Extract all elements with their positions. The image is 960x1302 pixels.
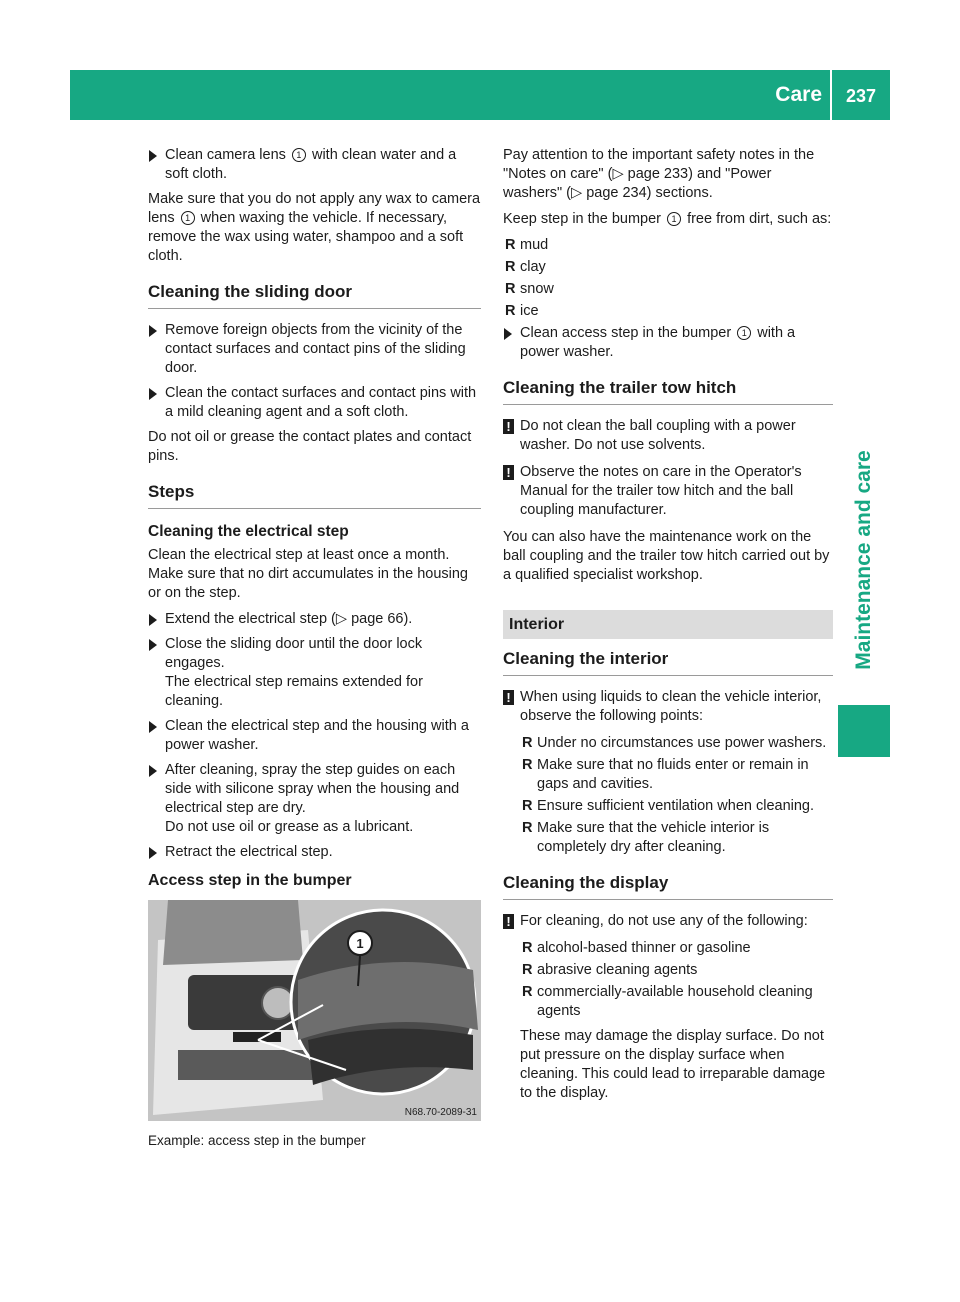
photo-caption: Example: access step in the bumper bbox=[148, 1133, 366, 1148]
page-number: 237 bbox=[845, 86, 877, 106]
warning-icon: ! bbox=[503, 419, 514, 434]
instruction-step: Clean the electrical step and the housing with a power washer. bbox=[148, 717, 481, 755]
warning-icon: ! bbox=[503, 690, 514, 705]
sliding-door-note: Do not oil or grease the contact plates and contact pins. bbox=[148, 429, 472, 464]
step-arrow-icon bbox=[149, 150, 157, 162]
warning-icon: ! bbox=[503, 465, 514, 480]
list-item: R commercially-available household cleaning agents bbox=[522, 984, 813, 1019]
list-item: R mud bbox=[505, 237, 549, 253]
instruction-step: Remove foreign objects from the vicinity of the contact surfaces and contact pins of the sliding door. bbox=[148, 321, 481, 378]
step-arrow-icon bbox=[149, 847, 157, 859]
step-arrow-icon bbox=[149, 614, 157, 626]
warning-note: ! When using liquids to clean the vehicle interior, observe the following points: bbox=[503, 688, 833, 726]
tow-hitch-heading: Cleaning the trailer tow hitch bbox=[503, 378, 833, 405]
warning-note: ! For cleaning, do not use any of the following: bbox=[503, 912, 833, 931]
instruction-step: Clean camera lens 1 with clean water and a soft cloth. bbox=[148, 146, 481, 184]
bullet-icon: R bbox=[505, 237, 516, 253]
image-code: N68.70-2089-31 bbox=[404, 1107, 477, 1118]
list-item: R clay bbox=[505, 259, 546, 275]
left-column bbox=[148, 146, 481, 1148]
instruction-step: Clean the contact surfaces and contact pins with a mild cleaning agent and a soft cloth. bbox=[148, 384, 481, 422]
list-item: R ice bbox=[505, 303, 539, 319]
warning-note: ! Do not clean the ball coupling with a power washer. Do not use solvents. bbox=[503, 417, 833, 455]
interior-heading: Cleaning the interior bbox=[503, 649, 833, 676]
electrical-step-note: Clean the electrical step at least once a month. Make sure that no dirt accumulates in the housing or on the step. bbox=[148, 547, 468, 601]
bullet-icon: R bbox=[522, 757, 533, 773]
page-ref-icon: ▷ bbox=[335, 611, 348, 627]
instruction-step: After cleaning, spray the step guides on each side with silicone spray when the housing and electrical step are dry. Do not use oil or grease as a lubricant. bbox=[148, 761, 481, 837]
list-item: R alcohol-based thinner or gasoline bbox=[522, 940, 751, 956]
instruction-step: Clean access step in the bumper 1 with a power washer. bbox=[503, 324, 833, 362]
keep-clean-note: Keep step in the bumper 1 free from dirt, such as: bbox=[503, 211, 832, 227]
warning-note: ! Observe the notes on care in the Operator's Manual for the trailer tow hitch and the ball coupling manufacturer. bbox=[503, 463, 833, 520]
electrical-step-heading: Cleaning the electrical step bbox=[148, 523, 349, 540]
bullet-icon: R bbox=[505, 259, 516, 275]
side-tab-marker bbox=[838, 705, 890, 757]
instruction-step: Extend the electrical step (▷ page 66). bbox=[148, 610, 481, 629]
display-heading: Cleaning the display bbox=[503, 873, 833, 900]
instruction-step: Retract the electrical step. bbox=[148, 843, 481, 862]
bumper-step-heading: Access step in the bumper bbox=[148, 872, 352, 889]
step-arrow-icon bbox=[149, 325, 157, 337]
bumper-step-photo bbox=[148, 900, 481, 1121]
bullet-icon: R bbox=[505, 303, 516, 319]
page-ref-link[interactable]: page 233) and "Power washers" ( bbox=[503, 166, 772, 201]
step-arrow-icon bbox=[149, 721, 157, 733]
warning-icon: ! bbox=[503, 914, 514, 929]
safety-note: Pay attention to the important safety notes in the "Notes on care" (▷ page 233) and "Power washers" (▷ page 234) sections. bbox=[503, 147, 815, 201]
step-arrow-icon bbox=[149, 639, 157, 651]
side-tab-label: Maintenance and care bbox=[852, 450, 875, 670]
bullet-icon: R bbox=[522, 940, 533, 956]
photo-callout-1: 1 bbox=[356, 936, 364, 951]
page-ref-link[interactable]: page 66). bbox=[351, 611, 413, 627]
right-column bbox=[503, 146, 833, 1110]
bullet-icon: R bbox=[522, 962, 533, 978]
callout-1-icon: 1 bbox=[667, 212, 681, 226]
step-arrow-icon bbox=[504, 328, 512, 340]
tow-hitch-note: You can also have the maintenance work on the ball coupling and the trailer tow hitch carried out by a qualified specialist workshop. bbox=[503, 529, 830, 583]
list-item: R Ensure sufficient ventilation when cleaning. bbox=[522, 798, 815, 814]
step-arrow-icon bbox=[149, 388, 157, 400]
sliding-door-heading: Cleaning the sliding door bbox=[148, 282, 481, 309]
callout-1-icon: 1 bbox=[737, 326, 751, 340]
interior-points bbox=[503, 734, 833, 857]
van-front-illustration bbox=[148, 900, 481, 1121]
callout-1-icon: 1 bbox=[292, 148, 306, 162]
steps-heading: Steps bbox=[148, 482, 481, 509]
bullet-icon: R bbox=[522, 798, 533, 814]
bullet-icon: R bbox=[522, 984, 533, 1000]
list-item: R Make sure that the vehicle interior is completely dry after cleaning. bbox=[522, 820, 770, 855]
page-ref-icon: ▷ bbox=[612, 166, 624, 182]
list-item: R Make sure that no fluids enter or remain in gaps and cavities. bbox=[522, 757, 809, 792]
chapter-title: Care bbox=[775, 83, 822, 106]
display-note: These may damage the display surface. Do not put pressure on the display surface when cleaning. This could lead to irreparable damage to the display. bbox=[520, 1028, 826, 1101]
list-item: R Under no circumstances use power washers. bbox=[522, 735, 827, 751]
bullet-icon: R bbox=[522, 820, 533, 836]
header-divider bbox=[830, 70, 832, 120]
bullet-icon: R bbox=[505, 281, 516, 297]
page-ref-link[interactable]: page 234) sections. bbox=[586, 185, 713, 201]
list-item: R snow bbox=[505, 281, 554, 297]
display-points bbox=[503, 939, 833, 1021]
wax-note: Make sure that you do not apply any wax to camera lens 1 when waxing the vehicle. If necessary, remove the wax using water, shampoo and a soft cloth. bbox=[148, 191, 481, 264]
callout-1-icon: 1 bbox=[181, 211, 195, 225]
page-header bbox=[70, 70, 890, 120]
list-item: R abrasive cleaning agents bbox=[522, 962, 698, 978]
step-arrow-icon bbox=[149, 765, 157, 777]
instruction-step: Close the sliding door until the door lock engages. The electrical step remains extended for cleaning. bbox=[148, 635, 481, 711]
side-tab bbox=[838, 420, 890, 700]
bullet-icon: R bbox=[522, 735, 533, 751]
page-ref-icon: ▷ bbox=[571, 185, 583, 201]
interior-section-title: Interior bbox=[503, 610, 833, 639]
